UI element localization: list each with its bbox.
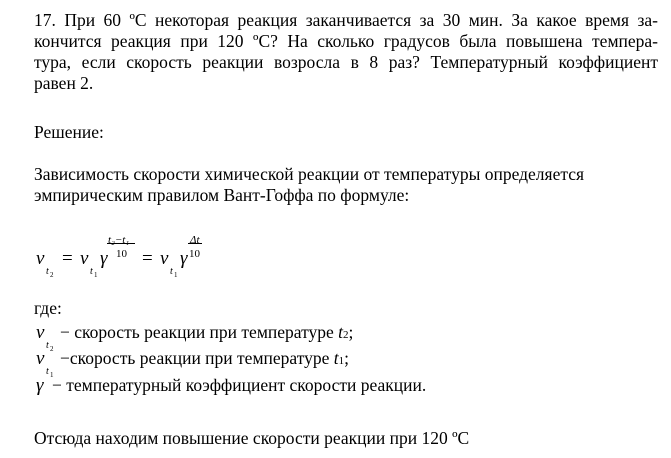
definition-text [60, 322, 353, 346]
problem-line: кончится реакция при 120 ºС? На сколько градусов была повышена темпера- [34, 31, 658, 51]
problem-line: 17. При 60 ºС некоторая реакция заканчивается за 30 мин. За какое время за- [34, 10, 658, 30]
velocity-symbol: v [36, 248, 45, 269]
definition-item [34, 322, 634, 353]
subscript-t: t [46, 266, 49, 277]
gamma-symbol: γ [36, 375, 44, 396]
definition-description: − скорость реакции при температуре [60, 322, 339, 342]
definition-tail: ; [344, 348, 350, 368]
definition-variable-index: 1 [338, 355, 345, 367]
subscript-t: t [170, 266, 173, 277]
definitions-list [34, 322, 658, 412]
where-label: где: [34, 298, 62, 318]
subscript-index: 1 [94, 271, 98, 279]
velocity-symbol: v [80, 248, 89, 269]
velocity-symbol: v [36, 348, 45, 369]
definition-variable: t [333, 348, 339, 368]
subscript-index: 1 [50, 371, 54, 379]
subscript-t: t [46, 366, 49, 377]
intro-line: Зависимость скорости химической реакции от температуры определяется [34, 164, 585, 184]
intro-line: эмпирическим правилом Вант-Гоффа по формуле: [34, 185, 410, 205]
definition-item [34, 348, 634, 379]
intro-text [34, 164, 658, 206]
velocity-symbol: v [36, 322, 45, 343]
solution-label: Решение: [34, 122, 104, 142]
subscript-index: 1 [174, 271, 178, 279]
subscript-t: t [46, 340, 49, 351]
gamma-symbol: γ [100, 248, 108, 269]
definition-description: − температурный коэффициент скорости реакции. [52, 375, 427, 395]
subscript-t: t [90, 266, 93, 277]
vant-hoff-formula [34, 226, 274, 279]
gamma-symbol: γ [180, 248, 188, 269]
exponent-denominator: 10 [189, 248, 200, 260]
definition-variable: t [338, 322, 344, 342]
velocity-symbol: v [160, 248, 169, 269]
problem-line: тура, если скорость реакции возросла в 8 раз? Температурный коэффициент [34, 52, 658, 72]
definition-description: −скорость реакции при температуре [60, 348, 334, 368]
definition-item [34, 375, 634, 401]
problem-line: равен 2. [34, 73, 94, 93]
equals-sign: = [62, 248, 73, 269]
definition-variable-index: 2 [343, 329, 349, 341]
equals-sign: = [142, 248, 153, 269]
conclusion-text: Отсюда находим повышение скорости реакции при 120 ºС [34, 428, 470, 448]
definition-tail: ; [348, 322, 354, 342]
exponent-numerator: Δt [190, 234, 200, 246]
exponent-numerator: t₂−t₁ [108, 234, 130, 246]
subscript-index: 2 [50, 345, 54, 353]
exponent-denominator: 10 [116, 248, 127, 260]
subscript-index: 2 [50, 271, 54, 279]
definition-text [60, 348, 349, 372]
problem-statement [34, 10, 658, 94]
